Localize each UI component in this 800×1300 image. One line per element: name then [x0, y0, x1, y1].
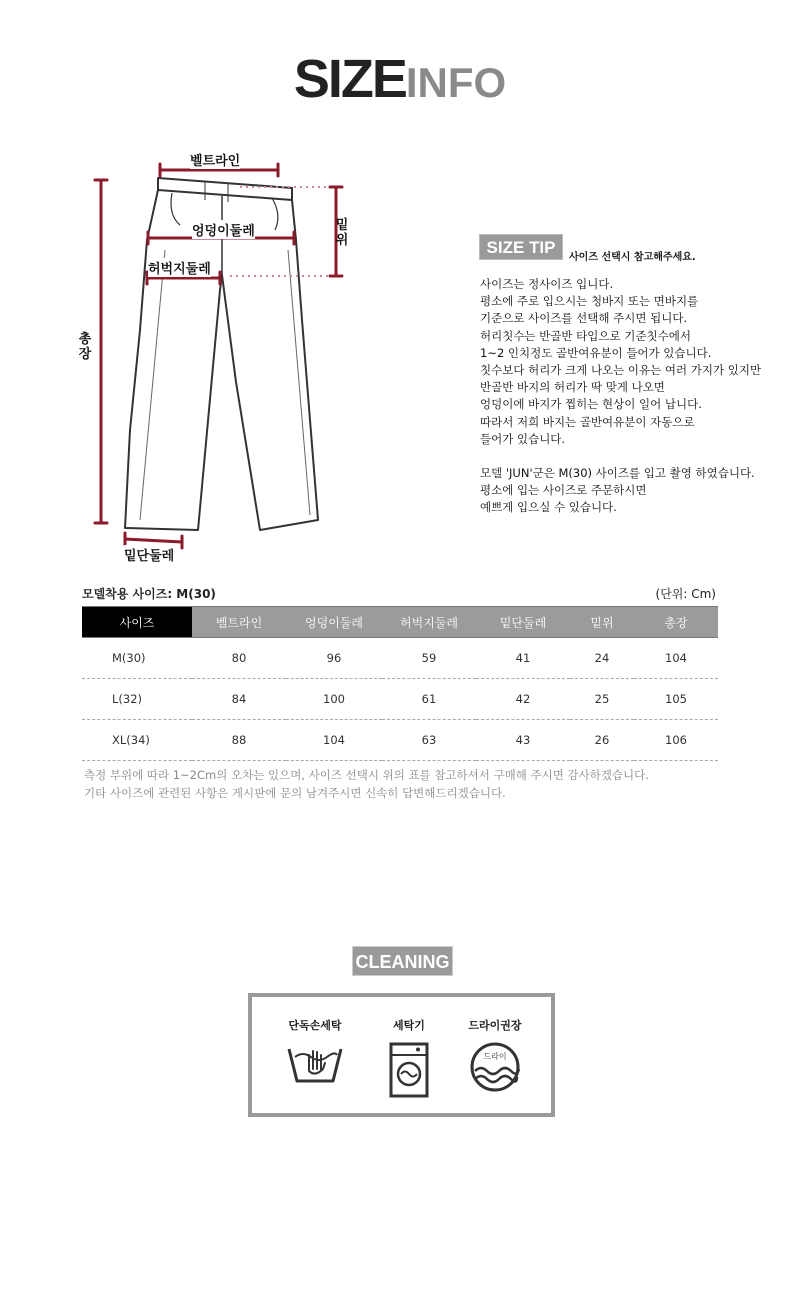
thigh-label: 허벅지둘레	[148, 258, 211, 277]
table-cell: 105	[634, 679, 718, 720]
table-cell: 43	[476, 720, 570, 761]
note-line: 기타 사이즈에 관련된 사항은 게시판에 문의 남겨주시면 신속히 답변해드리겠습니다.	[84, 786, 506, 800]
title-info: INFO	[405, 59, 507, 106]
tip-model-line: 평소에 입는 사이즈로 주문하시면	[480, 483, 647, 498]
table-cell: 104	[286, 720, 382, 761]
cleaning-item-dry-clean	[450, 1017, 540, 1093]
table-cell: 26	[570, 720, 634, 761]
header-rise: 밑위	[570, 607, 634, 638]
header-total-length: 총장	[634, 607, 718, 638]
header-hem: 밑단둘레	[476, 607, 570, 638]
table-cell: M(30)	[82, 638, 192, 679]
size-tip-body	[480, 276, 790, 517]
cleaning-label: 단독손세탁	[288, 1019, 342, 1032]
table-cell: 63	[382, 720, 476, 761]
hip-label: 엉덩이둘레	[192, 220, 255, 239]
table-cell: 24	[570, 638, 634, 679]
title-size: SIZE	[293, 49, 406, 109]
size-table	[82, 606, 718, 761]
cleaning-label: 세탁기	[393, 1019, 425, 1032]
page-title	[0, 48, 800, 110]
tip-line: 사이즈는 정사이즈 입니다.	[480, 277, 614, 291]
hem-label: 밑단둘레	[124, 545, 174, 564]
size-tip-subtitle: 사이즈 선택시 참고해주세요.	[569, 252, 696, 263]
total-length-measure	[95, 180, 107, 523]
dry-clean-icon-text: 드라이	[483, 1052, 507, 1061]
table-cell: 42	[476, 679, 570, 720]
cleaning-label: 드라이권장	[468, 1019, 522, 1032]
table-cell: 61	[382, 679, 476, 720]
table-cell: 80	[192, 638, 286, 679]
table-cell: 104	[634, 638, 718, 679]
tip-line: 반골반 바지의 허리가 딱 맞게 나오면	[480, 380, 665, 395]
size-tip-badge: SIZE TIP	[479, 234, 563, 260]
table-cell: 88	[192, 720, 286, 761]
tip-model-line: 모델 'JUN'군은 M(30) 사이즈를 입고 촬영 하였습니다.	[480, 466, 755, 481]
model-size-label: 모델착용 사이즈: M(30)	[82, 587, 216, 601]
tip-line: 들어가 있습니다.	[480, 431, 566, 446]
hand-wash-icon	[285, 1041, 345, 1087]
total-length-label: 총장	[78, 332, 92, 362]
unit-label: (단위: Cm)	[655, 587, 716, 601]
table-cell: 25	[570, 679, 634, 720]
size-note	[84, 766, 649, 802]
table-cell: 100	[286, 679, 382, 720]
table-cell: 59	[382, 638, 476, 679]
cleaning-item-hand-wash	[270, 1017, 360, 1087]
tip-line: 허리칫수는 반골반 타입으로 기준칫수에서	[480, 328, 691, 343]
header-hip: 엉덩이둘레	[286, 607, 382, 638]
tip-line: 따라서 저희 바지는 골반여유분이 자동으로	[480, 414, 695, 429]
table-row	[82, 720, 718, 761]
table-row	[82, 679, 718, 720]
cleaning-box	[248, 993, 555, 1117]
cleaning-item-washing-machine	[364, 1017, 454, 1099]
table-cell: 96	[286, 638, 382, 679]
pants-diagram	[60, 140, 360, 570]
note-line: 측정 부위에 따라 1~2Cm의 오차는 있으며, 사이즈 선택시 위의 표를 참고하셔서 구매해 주시면 감사하겠습니다.	[84, 768, 649, 782]
cleaning-badge: CLEANING	[352, 946, 453, 976]
header-belt-line: 벨트라인	[192, 607, 286, 638]
table-header-row	[82, 607, 718, 638]
table-cell: XL(34)	[82, 720, 192, 761]
rise-label: 밑위	[335, 218, 349, 248]
tip-line: 기준으로 사이즈를 선택해 주시면 됩니다.	[480, 311, 688, 326]
tip-line: 1~2 인치정도 골반여유분이 들어가 있습니다.	[480, 345, 712, 360]
tip-line: 엉덩이에 바지가 찝히는 현상이 일어 납니다.	[480, 397, 702, 412]
table-row	[82, 638, 718, 679]
tip-line: 평소에 주로 입으시는 청바지 또는 면바지를	[480, 294, 699, 309]
table-cell: 106	[634, 720, 718, 761]
header-size: 사이즈	[82, 607, 192, 638]
table-cell: 84	[192, 679, 286, 720]
pants-waistband	[158, 178, 292, 200]
table-cell: 41	[476, 638, 570, 679]
table-cell: L(32)	[82, 679, 192, 720]
belt-line-label: 벨트라인	[190, 150, 240, 169]
tip-line: 칫수보다 허리가 크게 나오는 이유는 여러 가지가 있지만	[480, 363, 762, 378]
header-thigh: 허벅지둘레	[382, 607, 476, 638]
dry-clean-icon	[467, 1041, 523, 1093]
washing-machine-icon	[386, 1041, 432, 1099]
tip-model-line: 예쁘게 입으실 수 있습니다.	[480, 500, 617, 515]
